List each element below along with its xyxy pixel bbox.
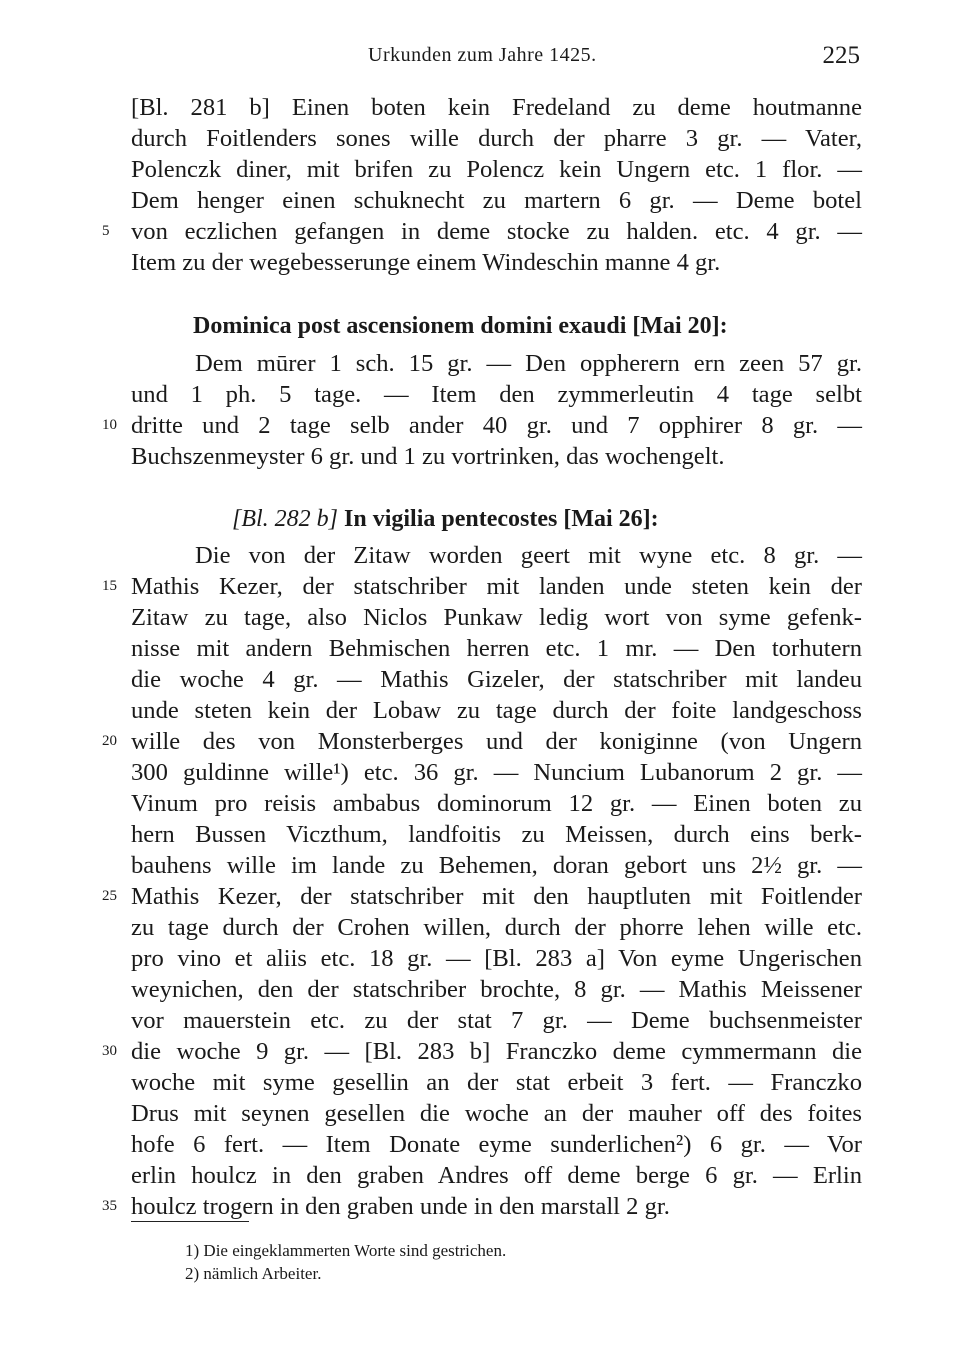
text-line: Mathis Kezer, der statschriber mit landen unde steten kein der — [131, 573, 862, 600]
footnote-text: Die eingeklammerten Worte sind gestrichen. — [203, 1241, 507, 1260]
text-line: hern Bussen Viczthum, landfoitis zu Meissen, durch eins berk- — [131, 821, 862, 848]
running-title: Urkunden zum Jahre 1425. — [368, 44, 597, 66]
text-line: Dem mūrer 1 sch. 15 gr. — Den oppherern ern zeen 57 gr. — [195, 350, 862, 377]
text-line: nisse mit andern Behmischen herren etc. 1 mr. — Den torhutern — [131, 635, 862, 662]
line-number: 25 — [102, 888, 117, 904]
text-line: wille des von Monsterberges und der koniginne (von Ungern — [131, 728, 862, 755]
text-line: Dem henger einen schuknecht zu martern 6 gr. — Deme botel — [131, 187, 862, 214]
line-number: 20 — [102, 733, 117, 749]
text-line: woche mit syme gesellin an der stat erbeit 3 fert. — Franczko — [131, 1069, 862, 1096]
line-number: 35 — [102, 1198, 117, 1214]
text-line: Mathis Kezer, der statschriber mit den hauptluten mit Foitlender — [131, 883, 862, 910]
section-heading-pentecostes — [0, 502, 960, 536]
footnote-mark: 2) — [185, 1264, 200, 1283]
text-line: erlin houlcz in den graben Andres off deme berge 6 gr. — Erlin — [131, 1162, 862, 1189]
text-line: und 1 ph. 5 tage. — Item den zymmerleutin 4 tage selbt — [131, 381, 862, 408]
footnote-divider — [131, 1221, 249, 1222]
text-line: vor mauerstein etc. zu der stat 7 gr. — Deme buchsenmeister — [131, 1007, 862, 1034]
folio-reference: [Bl. 282 b] — [232, 506, 339, 532]
text-line: durch Foitlenders sones wille durch der pharre 3 gr. — Vater, — [131, 125, 862, 152]
text-line: unde steten kein der Lobaw zu tage durch der foite landgeschoss — [131, 697, 862, 724]
line-number: 30 — [102, 1043, 117, 1059]
text-line: Zitaw zu tage, also Niclos Punkaw ledig wort von syme gefenk- — [131, 604, 862, 631]
text-line: 300 guldinne wille¹) etc. 36 gr. — Nuncium Lubanorum 2 gr. — — [131, 759, 862, 786]
text-line: von eczlichen gefangen in deme stocke zu halden. etc. 4 gr. — — [131, 218, 862, 245]
footnote-item — [185, 1263, 321, 1285]
footnote-text: nämlich Arbeiter. — [203, 1264, 322, 1283]
line-number: 10 — [102, 417, 117, 433]
text-line: Buchszenmeyster 6 gr. und 1 zu vortrinken, das wochengelt. — [131, 443, 725, 470]
text-line: houlcz trogern in den graben unde in den marstall 2 gr. — [131, 1193, 670, 1220]
text-line: zu tage durch der Crohen willen, durch der phorre lehen wille etc. — [131, 914, 862, 941]
text-line: [Bl. 281 b] Einen boten kein Fredeland zu deme houtmanne — [131, 94, 862, 121]
heading-text: Dominica post ascensionem domini exaudi [Mai 20]: — [193, 313, 728, 339]
text-line: hofe 6 fert. — Item Donate eyme sunderlichen²) 6 gr. — Vor — [131, 1131, 862, 1158]
text-line: Vinum pro reisis ambabus dominorum 12 gr. — Einen boten zu — [131, 790, 862, 817]
text-line: pro vino et aliis etc. 18 gr. — [Bl. 283 a] Von eyme Ungerischen — [131, 945, 862, 972]
text-line: die woche 9 gr. — [Bl. 283 b] Franczko deme cymmermann die — [131, 1038, 862, 1065]
text-line: Drus mit seynen gesellen die woche an der mauher off des foites — [131, 1100, 862, 1127]
heading-text: In vigilia pentecostes [Mai 26]: — [344, 506, 659, 532]
text-line: Die von der Zitaw worden geert mit wyne etc. 8 gr. — — [195, 542, 862, 569]
text-line: bauhens wille im lande zu Behemen, doran gebort uns 2½ gr. — — [131, 852, 862, 879]
text-line: weynichen, den der statschriber brochte, 8 gr. — Mathis Meissener — [131, 976, 862, 1003]
section-heading-exaudi — [0, 309, 960, 343]
text-line: Item zu der wegebesserunge einem Windeschin manne 4 gr. — [131, 249, 721, 276]
line-number: 5 — [102, 223, 110, 239]
footnote-mark: 1) — [185, 1241, 200, 1260]
text-line: dritte und 2 tage selb ander 40 gr. und 7 opphirer 8 gr. — — [131, 412, 862, 439]
line-number: 15 — [102, 578, 117, 594]
page-number: 225 — [822, 42, 860, 69]
text-line: Polenczk diner, mit brifen zu Polencz kein Ungern etc. 1 flor. — — [131, 156, 862, 183]
text-line: die woche 4 gr. — Mathis Gizeler, der statschriber mit landeu — [131, 666, 862, 693]
running-head — [0, 42, 960, 74]
footnote-item — [185, 1240, 506, 1262]
